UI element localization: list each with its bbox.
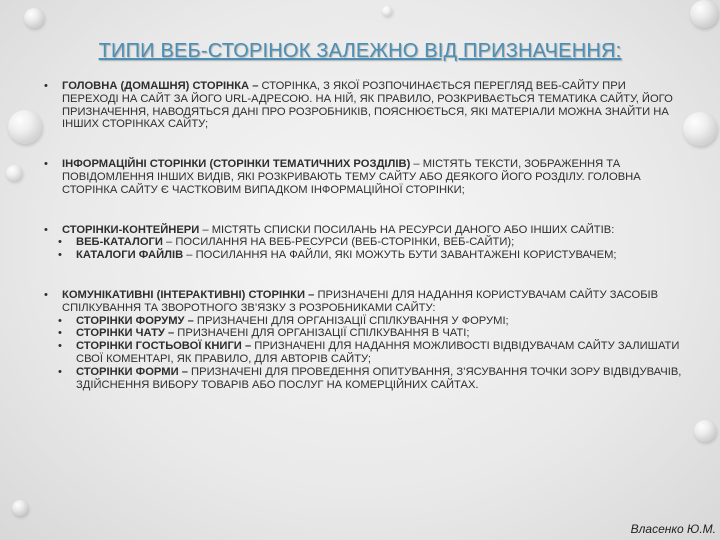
sub-item-term: СТОРІНКИ ГОСТЬОВОЇ КНИГИ – bbox=[76, 340, 252, 353]
sub-item-file-catalogs bbox=[40, 249, 685, 262]
bullet-icon: • bbox=[58, 314, 62, 327]
water-drop-decoration bbox=[6, 165, 22, 181]
sub-item-form-pages bbox=[40, 366, 685, 392]
slide-content bbox=[40, 80, 685, 391]
bullet-icon: • bbox=[58, 249, 62, 262]
item-text: СТОРІНКА, З ЯКОЇ РОЗПОЧИНАЄТЬСЯ ПЕРЕГЛЯД ВЕБ-САЙТУ ПРИ ПЕРЕХОДІ НА САЙТ ЗА ЙОГО URL-АДРЕСОЮ. НА НІЙ, ЯК ПРАВИЛО, РОЗКРИВАЄТЬСЯ ТЕМАТИКА САЙТУ, ЙОГО ПРИЗНАЧЕННЯ, НАВОДЯТЬСЯ ДАНІ ПРО РОЗРОБНИКІВ, ПОЯСНЮЄТЬСЯ, ЯКІ МАТЕРІАЛИ МОЖНА ЗНАЙТИ НА ІНШИХ СТОРІНКАХ САЙТУ; bbox=[62, 80, 673, 131]
sub-item-text: ПРИЗНАЧЕНІ ДЛЯ ПРОВЕДЕННЯ ОПИТУВАННЯ, З’ЯСУВАННЯ ТОЧКИ ЗОРУ ВІДВІДУВАЧІВ, ЗДІЙСНЕННЯ ВИБОРУ ТОВАРІВ АБО ПОСЛУГ НА КОМЕРЦІЙНИХ САЙТАХ. bbox=[76, 365, 682, 391]
list-item-home-page bbox=[40, 80, 685, 131]
sub-item-term: ВЕБ-КАТАЛОГИ bbox=[76, 236, 163, 249]
water-drop-decoration bbox=[24, 8, 44, 28]
list-item-interactive-pages bbox=[40, 289, 685, 391]
item-term: КОМУНІКАТИВНІ (ІНТЕРАКТИВНІ) СТОРІНКИ – bbox=[62, 288, 315, 301]
sub-item-web-catalogs bbox=[40, 236, 685, 249]
water-drop-decoration bbox=[382, 6, 392, 16]
bullet-icon: • bbox=[58, 236, 62, 249]
water-drop-decoration bbox=[8, 110, 42, 144]
sub-item-text: ПРИЗНАЧЕНІ ДЛЯ НАДАННЯ МОЖЛИВОСТІ ВІДВІДУВАЧАМ САЙТУ ЗАЛИШАТИ СВОЇ КОМЕНТАРІ, ЯК ПРАВИЛО, ДЛЯ АВТОРІВ САЙТУ; bbox=[76, 340, 680, 365]
water-drop-decoration bbox=[690, 0, 718, 28]
sub-item-term: СТОРІНКИ ФОРМИ – bbox=[76, 365, 188, 378]
sub-item-term: СТОРІНКИ ЧАТУ – bbox=[76, 327, 175, 340]
bullet-icon: • bbox=[58, 365, 62, 378]
sub-item-chat-pages bbox=[40, 327, 685, 340]
item-text: ПРИЗНАЧЕНІ ДЛЯ НАДАННЯ КОРИСТУВАЧАМ САЙТУ ЗАСОБІВ СПІЛКУВАННЯ ТА ЗВОРОТНОГО ЗВ’ЯЗКУ З РОЗРОБНИКАМИ САЙТУ: bbox=[62, 288, 659, 314]
sub-item-guestbook-pages bbox=[40, 340, 685, 366]
item-text: – МІСТЯТЬ СПИСКИ ПОСИЛАНЬ НА РЕСУРСИ ДАНОГО АБО ІНШИХ САЙТІВ: bbox=[199, 223, 615, 236]
item-term: СТОРІНКИ-КОНТЕЙНЕРИ bbox=[62, 223, 200, 236]
bullet-icon: • bbox=[44, 158, 48, 171]
water-drop-decoration bbox=[683, 112, 717, 146]
item-term: ІНФОРМАЦІЙНІ СТОРІНКИ (СТОРІНКИ ТЕМАТИЧНИХ РОЗДІЛІВ) bbox=[62, 158, 411, 171]
bullet-icon: • bbox=[44, 223, 48, 236]
list-item-container-pages bbox=[40, 224, 685, 262]
sub-item-term: СТОРІНКИ ФОРУМУ – bbox=[76, 314, 194, 327]
bullet-icon: • bbox=[44, 288, 48, 301]
sub-item-forum-pages bbox=[40, 315, 685, 328]
water-drop-decoration bbox=[12, 500, 28, 516]
item-term: ГОЛОВНА (ДОМАШНЯ) СТОРІНКА – bbox=[62, 80, 259, 92]
sub-item-term: КАТАЛОГИ ФАЙЛІВ bbox=[76, 249, 184, 262]
item-text: – МІСТЯТЬ ТЕКСТИ, ЗОБРАЖЕННЯ ТА ПОВІДОМЛЕННЯ ІНШИХ ВИДІВ, ЯКІ РОЗКРИВАЮТЬ ТЕМУ САЙТУ АБО ДЕЯКОГО ЙОГО РОЗДІЛУ. ГОЛОВНА СТОРІНКА САЙТУ Є ЧАСТКОВИМ ВИПАДКОМ ІНФОРМАЦІЙНОЇ СТОРІНКИ; bbox=[62, 158, 641, 196]
bullet-icon: • bbox=[58, 327, 62, 340]
sub-item-text: – ПОСИЛАННЯ НА ФАЙЛИ, ЯКІ МОЖУТЬ БУТИ ЗАВАНТАЖЕНІ КОРИСТУВАЧЕМ; bbox=[183, 249, 617, 262]
bullet-icon: • bbox=[58, 340, 62, 353]
bullet-icon: • bbox=[44, 80, 48, 92]
slide-title: ТИПИ ВЕБ-СТОРІНОК ЗАЛЕЖНО ВІД ПРИЗНАЧЕННЯ: bbox=[98, 40, 622, 62]
sub-item-text: ПРИЗНАЧЕНІ ДЛЯ ОРГАНІЗАЦІЇ СПІЛКУВАННЯ В ЧАТІ; bbox=[174, 327, 470, 340]
author-signature: Власенко Ю.М. bbox=[630, 522, 716, 536]
list-item-info-pages bbox=[40, 158, 685, 196]
water-drop-decoration bbox=[694, 420, 716, 442]
sub-item-text: ПРИЗНАЧЕНІ ДЛЯ ОРГАНІЗАЦІЇ СПІЛКУВАННЯ У ФОРУМІ; bbox=[193, 314, 509, 327]
sub-item-text: – ПОСИЛАННЯ НА ВЕБ-РЕСУРСИ (ВЕБ-СТОРІНКИ, ВЕБ-САЙТИ); bbox=[162, 236, 515, 249]
